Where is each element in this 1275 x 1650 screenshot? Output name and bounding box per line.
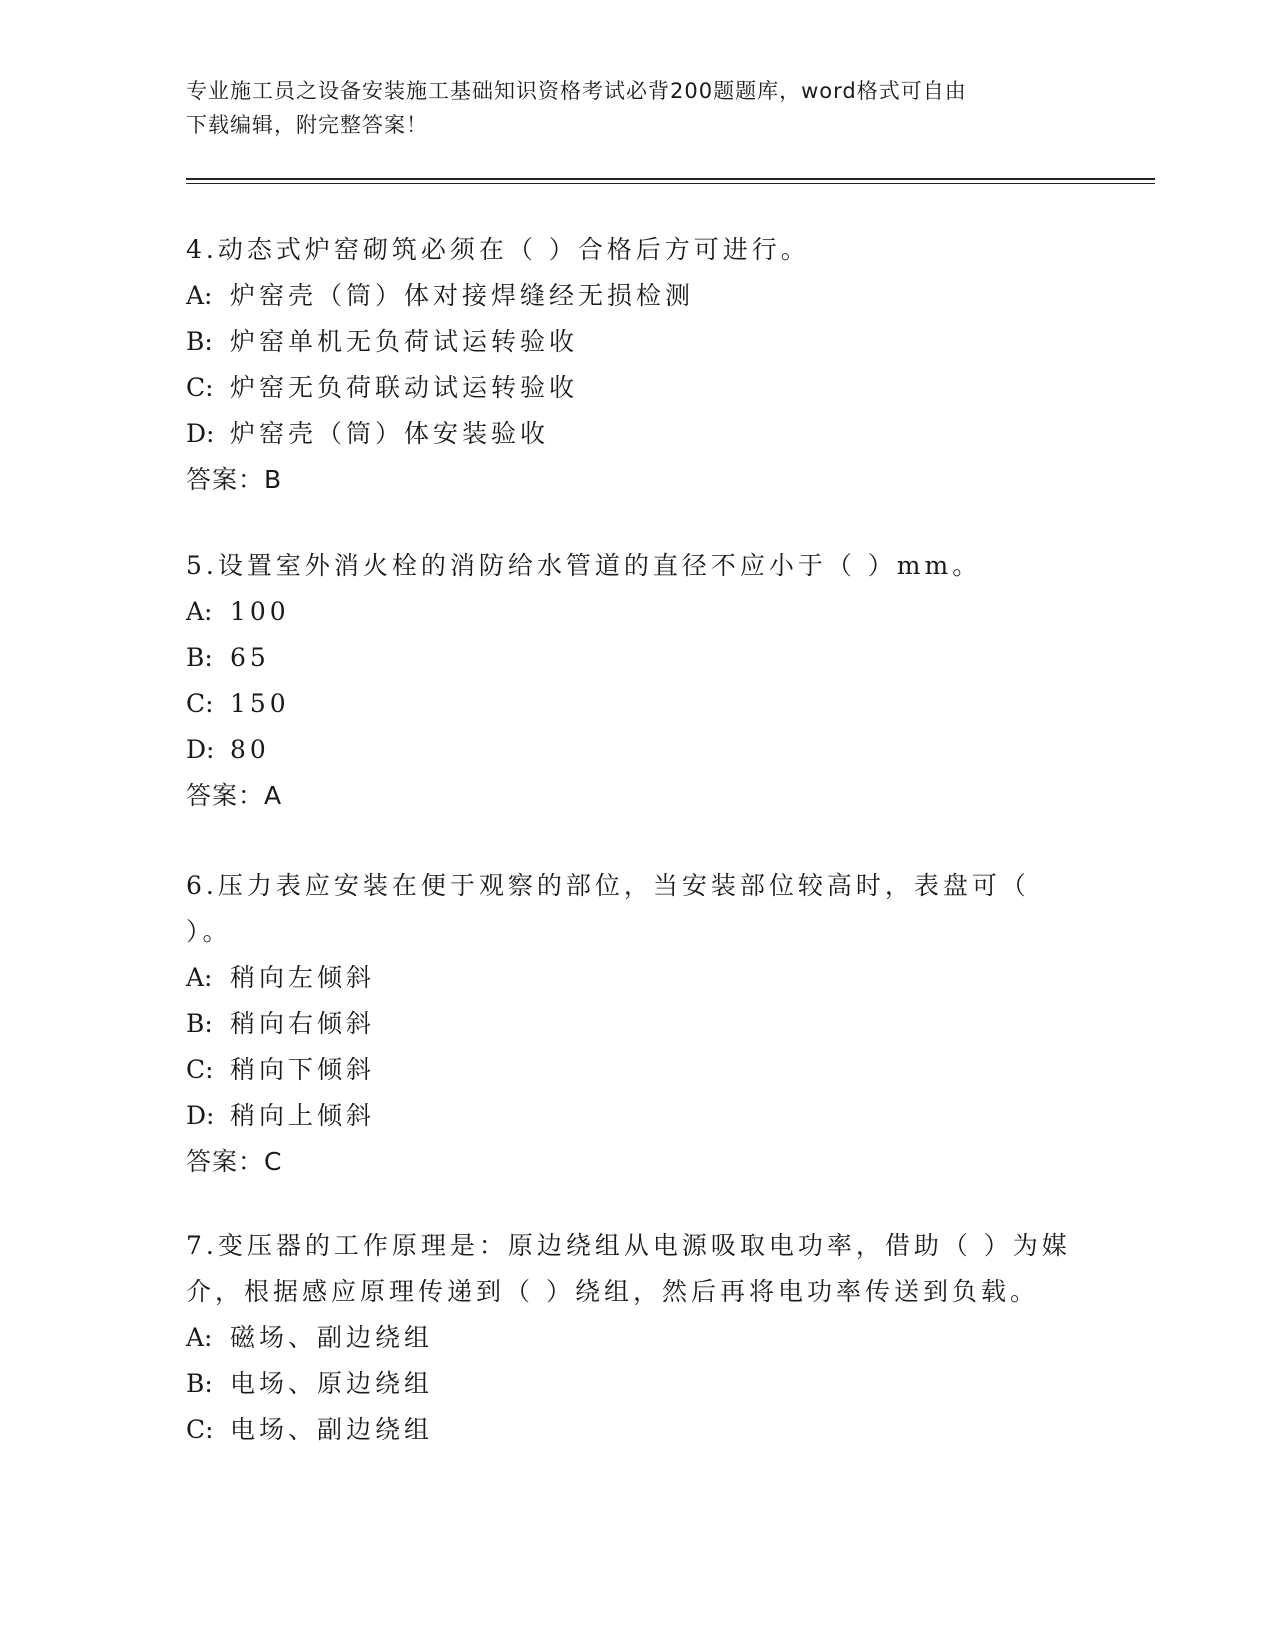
option-c <box>186 1047 1086 1093</box>
option-a <box>186 589 1086 635</box>
answer-label: 答案： <box>186 1147 265 1176</box>
option-a <box>186 1315 1086 1361</box>
question-text: 5.设置室外消火栓的消防给水管道的直径不应小于（ ）mm。 <box>186 551 982 580</box>
option-text: 稍向左倾斜 <box>230 963 376 992</box>
option-c <box>186 365 1086 411</box>
option-d <box>186 727 1086 773</box>
option-b <box>186 1001 1086 1047</box>
document-header <box>186 74 1086 142</box>
option-a <box>186 273 1086 319</box>
option-text: 150 <box>230 689 290 718</box>
question-7 <box>186 1223 1086 1453</box>
header-line-2: 下载编辑，附完整答案！ <box>186 113 428 137</box>
option-key: B: <box>186 327 213 356</box>
option-c <box>186 1407 1086 1453</box>
question-4 <box>186 227 1086 503</box>
answer-line <box>186 1139 1086 1185</box>
answer-line <box>186 773 1086 819</box>
option-d <box>186 411 1086 457</box>
option-key: A: <box>186 1323 213 1352</box>
option-text: 炉窑单机无负荷试运转验收 <box>230 327 579 356</box>
option-text: 炉窑壳（筒）体安装验收 <box>230 419 550 448</box>
option-key: A: <box>186 597 213 626</box>
option-text: 磁场、副边绕组 <box>230 1323 434 1352</box>
question-text: 4.动态式炉窑砌筑必须在（ ）合格后方可进行。 <box>186 235 810 264</box>
answer-line <box>186 457 1086 503</box>
header-divider-thin <box>186 183 1155 184</box>
question-5 <box>186 543 1086 819</box>
option-text: 电场、原边绕组 <box>230 1369 434 1398</box>
option-text: 80 <box>230 735 270 764</box>
option-key: C: <box>186 1415 214 1444</box>
option-key: B: <box>186 1369 213 1398</box>
option-text: 稍向下倾斜 <box>230 1055 376 1084</box>
option-key: D: <box>186 419 215 448</box>
question-6 <box>186 863 1086 1185</box>
answer-value: A <box>264 781 283 810</box>
answer-value: C <box>264 1147 283 1176</box>
option-text: 稍向右倾斜 <box>230 1009 376 1038</box>
option-text: 电场、副边绕组 <box>230 1415 434 1444</box>
option-b <box>186 1361 1086 1407</box>
question-text: 6.压力表应安装在便于观察的部位，当安装部位较高时，表盘可（ ）。 <box>186 871 1030 946</box>
option-text: 100 <box>230 597 290 626</box>
option-text: 稍向上倾斜 <box>230 1101 376 1130</box>
option-key: B: <box>186 1009 213 1038</box>
option-text: 炉窑无负荷联动试运转验收 <box>230 373 579 402</box>
header-line-1: 专业施工员之设备安装施工基础知识资格考试必背200题题库，word格式可自由 <box>186 79 967 103</box>
option-c <box>186 681 1086 727</box>
option-b <box>186 635 1086 681</box>
option-text: 炉窑壳（筒）体对接焊缝经无损检测 <box>230 281 695 310</box>
option-key: D: <box>186 1101 215 1130</box>
option-a <box>186 955 1086 1001</box>
option-key: C: <box>186 373 214 402</box>
option-key: A: <box>186 281 213 310</box>
option-text: 65 <box>230 643 270 672</box>
option-key: D: <box>186 735 215 764</box>
option-key: A: <box>186 963 213 992</box>
answer-value: B <box>264 465 283 494</box>
option-d <box>186 1093 1086 1139</box>
question-text: 7.变压器的工作原理是：原边绕组从电源吸取电功率，借助（ ）为媒介，根据感应原理传递到（ ）绕组，然后再将电功率传送到负载。 <box>186 1231 1071 1306</box>
option-b <box>186 319 1086 365</box>
header-divider-thick <box>186 178 1155 180</box>
answer-label: 答案： <box>186 781 265 810</box>
option-key: C: <box>186 1055 214 1084</box>
option-key: B: <box>186 643 213 672</box>
option-key: C: <box>186 689 214 718</box>
answer-label: 答案： <box>186 465 265 494</box>
